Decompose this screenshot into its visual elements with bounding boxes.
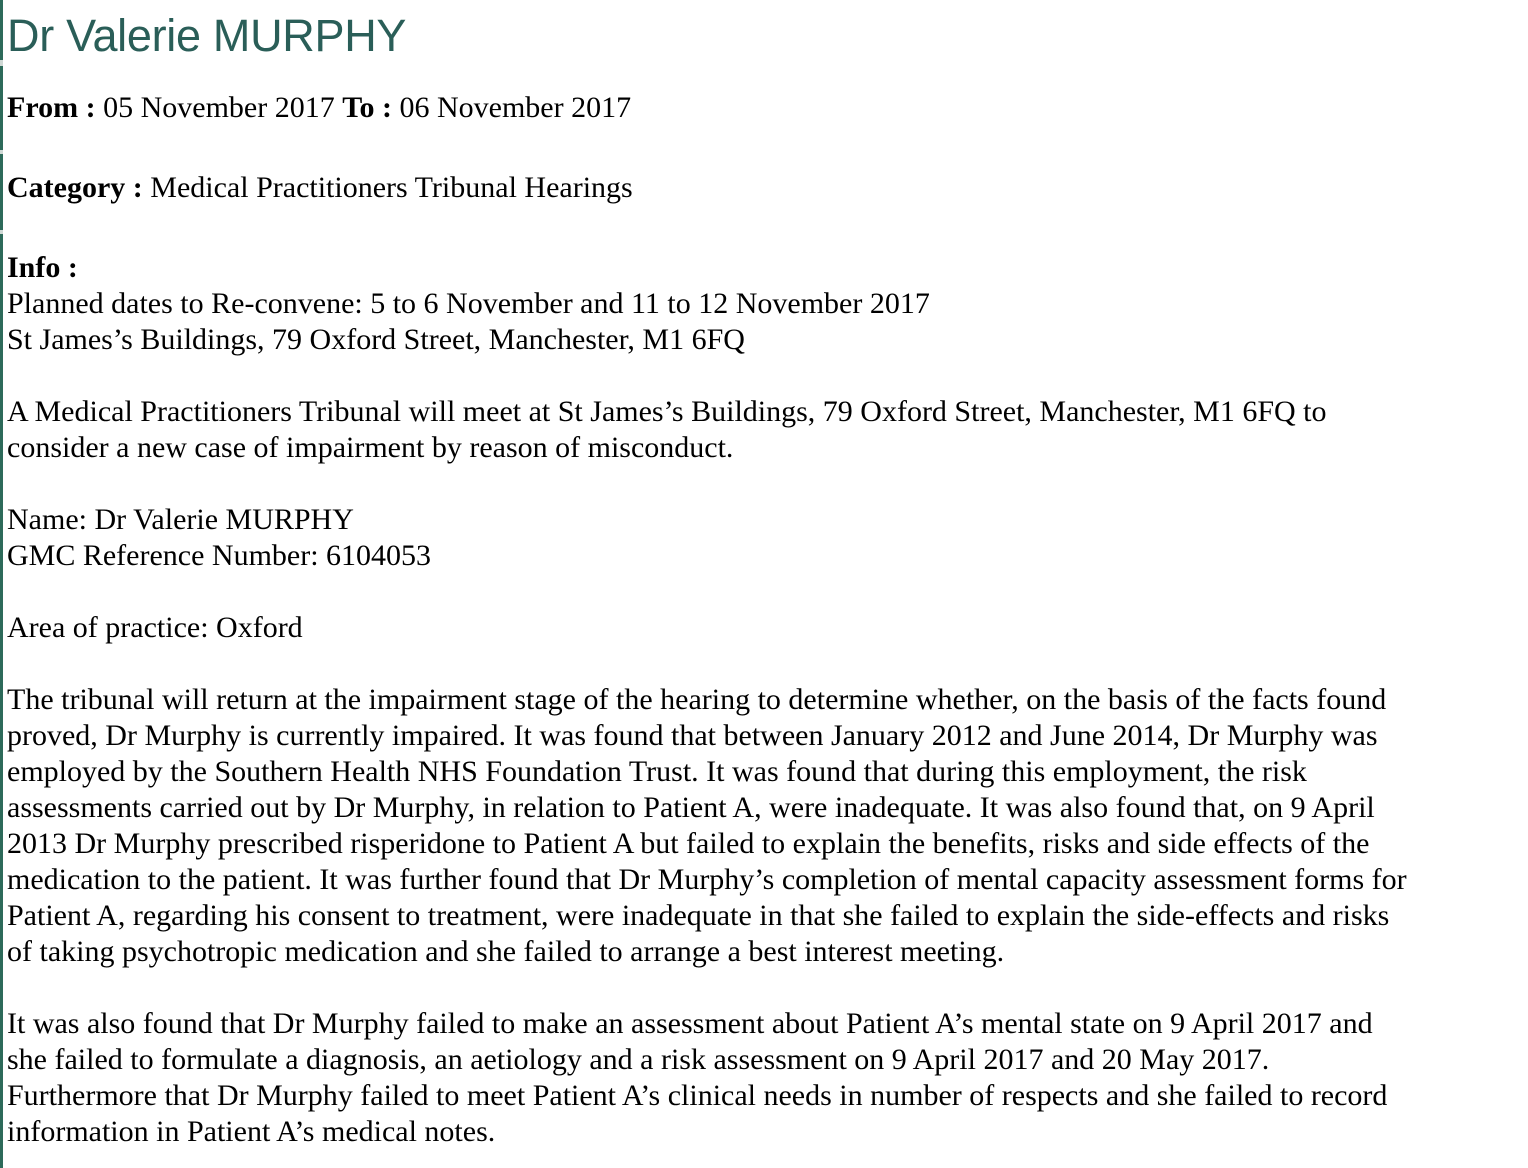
left-border-gap — [0, 60, 3, 66]
paragraph-line: 2013 Dr Murphy prescribed risperidone to Patient A but failed to explain the benefits, risks and side effects of the — [7, 827, 1370, 860]
paragraph-line: The tribunal will return at the impairment stage of the hearing to determine whether, on the basis of the facts found — [7, 683, 1387, 716]
paragraph-line: proved, Dr Murphy is currently impaired. It was found that between January 2012 and June 2014, Dr Murphy was — [7, 719, 1378, 752]
area-of-practice-text: Area of practice: Oxford — [7, 611, 303, 644]
to-label: To : — [342, 91, 392, 124]
doctor-details — [7, 502, 1522, 574]
date-range — [7, 90, 1522, 126]
paragraph-line: medication to the patient. It was further found that Dr Murphy’s completion of mental capacity assessment forms for — [7, 863, 1407, 896]
gmc-reference: GMC Reference Number: 6104053 — [7, 539, 432, 572]
from-date: 05 November 2017 — [103, 91, 335, 124]
category-value: Medical Practitioners Tribunal Hearings — [150, 171, 633, 204]
page-title: Dr Valerie MURPHY — [7, 10, 407, 61]
paragraph-line: of taking psychotropic medication and she failed to arrange a best interest meeting. — [7, 935, 1005, 968]
left-border-rule — [0, 0, 3, 1168]
area-of-practice — [7, 610, 1522, 646]
info-label-line — [7, 250, 1522, 286]
paragraph-line: Patient A, regarding his consent to treatment, were inadequate in that she failed to explain the side-effects and risks — [7, 899, 1390, 932]
planned-dates: Planned dates to Re-convene: 5 to 6 November and 11 to 12 November 2017 — [7, 287, 930, 320]
paragraph-line: information in Patient A’s medical notes. — [7, 1115, 496, 1148]
paragraph-line: A Medical Practitioners Tribunal will meet at St James’s Buildings, 79 Oxford Street, Manchester, M1 6FQ to — [7, 395, 1327, 428]
category-line — [7, 170, 1522, 206]
paragraph-line: consider a new case of impairment by reason of misconduct. — [7, 431, 734, 464]
paragraph-line: It was also found that Dr Murphy failed to make an assessment about Patient A’s mental state on 9 April 2017 and — [7, 1007, 1373, 1040]
from-label: From : — [7, 91, 96, 124]
findings-paragraph-2 — [7, 1006, 1522, 1150]
venue-address: St James’s Buildings, 79 Oxford Street, Manchester, M1 6FQ — [7, 323, 745, 356]
paragraph-line: employed by the Southern Health NHS Foundation Trust. It was found that during this employment, the risk — [7, 755, 1307, 788]
findings-paragraph-1 — [7, 682, 1522, 970]
info-summary — [7, 286, 1522, 358]
paragraph-line: she failed to formulate a diagnosis, an aetiology and a risk assessment on 9 April 2017 and 20 May 2017. — [7, 1043, 1270, 1076]
hearing-detail-page — [7, 0, 1522, 1150]
doctor-name: Name: Dr Valerie MURPHY — [7, 503, 354, 536]
left-border-gap — [0, 230, 3, 234]
intro-paragraph — [7, 394, 1522, 466]
info-label: Info : — [7, 251, 78, 284]
category-label: Category : — [7, 171, 143, 204]
to-date: 06 November 2017 — [399, 91, 632, 124]
paragraph-line: assessments carried out by Dr Murphy, in relation to Patient A, were inadequate. It was also found that, on 9 April — [7, 791, 1375, 824]
left-border-gap — [0, 150, 3, 154]
paragraph-line: Furthermore that Dr Murphy failed to meet Patient A’s clinical needs in number of respects and she failed to record — [7, 1079, 1388, 1112]
